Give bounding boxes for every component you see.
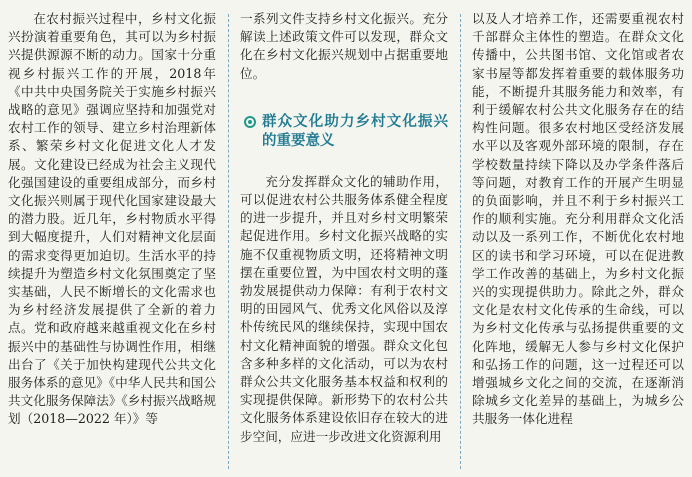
paragraph-continued: 一系列文件支持乡村文化振兴。充分解读上述政策文件可以发现，群众文化在乡村文化振兴规划中占据重要地位。 [240, 11, 448, 81]
column-1 [8, 10, 216, 429]
column-divider-2 [460, 14, 461, 469]
column-3 [472, 10, 684, 429]
section-heading [240, 113, 448, 151]
section-heading-text: 群众文化助力乡村文化振兴的重要意义 [262, 113, 448, 149]
circle-bullet-icon [244, 116, 256, 128]
paragraph-intro: 在农村振兴过程中，乡村文化振兴扮演着重要角色，其可以为乡村振兴提供源源不断的动力。国家十分重视乡村振兴工作的开展，2018年《中共中央国务院关于实施乡村振兴战略的意见》强调应坚持和加强党对农村工作的领导、建立乡村治理新体系、繁荣乡村文化促进文化人才发展。文化建设已经成为社会主义现代化强国建设的重要组成部分，而乡村文化振兴则属于现代化国家建设最大的潜力股。近几年，乡村物质水平得到大幅度提升，人们对精神文化层面的需求变得更加迫切。生活水平的持续提升为塑造乡村文化氛围奠定了坚实基础，人民不断增长的文化需求也为乡村经济发展提供了全新的着力点。党和政府越来越重视文化在乡村振兴中的基础性与协调性作用，相继出台了《关于加快构建现代公共文化服务体系的意见》《中华人民共和国公共文化服务保障法》《乡村振兴战略规划（2018—2022 年）》等 [8, 11, 216, 427]
column-2 [240, 10, 448, 446]
paragraph-significance: 充分发挥群众文化的辅助作用，可以促进农村公共服务体系健全程度的进一步提升，并且对乡村文明繁荣起促进作用。乡村文化振兴战略的实施不仅重视物质文明，还将精神文明摆在重要位置，为中国农村文明的蓬勃发展提供动力保障：有利于农村文明的田园风气、优秀文化风俗以及淳朴传统民风的继续保持，实现中国农村文化精神面貌的增强。群众文化包含多种多样的文化活动，可以为农村群众公共文化服务基本权益和权利的实现提供保障。新形势下的农村公共文化服务体系建设依旧存在较大的进步空间，应进一步改进文化资源利用 [240, 173, 448, 444]
column-divider-1 [228, 14, 229, 469]
paragraph-continuation: 以及人才培养工作，还需要重视农村千部群众主体性的塑造。在群众文化传播中，公共图书馆、文化馆或者农家书屋等都发挥着重要的载体服务功能，不断提升其服务能力和效率，有利于缓解农村公共文化服务存在的结构性问题。很多农村地区受经济发展水平以及客观外部环境的限制，存在学校数量持续下降以及办学条件落后等问题，对教育工作的开展产生明显的负面影响，并且不利于乡村振兴工作的顺利实施。充分利用群众文化活动以及一系列工作，不断优化农村地区的读书和学习环境，可以在促进教学工作改善的基础上，为乡村文化振兴的实现提供助力。除此之外，群众文化是农村文化传承的生命线，可以为乡村文化传承与弘扬提供重要的文化阵地，缓解无人参与乡村文化保护和弘扬工作的问题，这一过程还可以增强城乡文化之间的交流，在逐渐消除城乡文化差异的基础上，为城乡公共服务一体化进程 [472, 11, 684, 427]
